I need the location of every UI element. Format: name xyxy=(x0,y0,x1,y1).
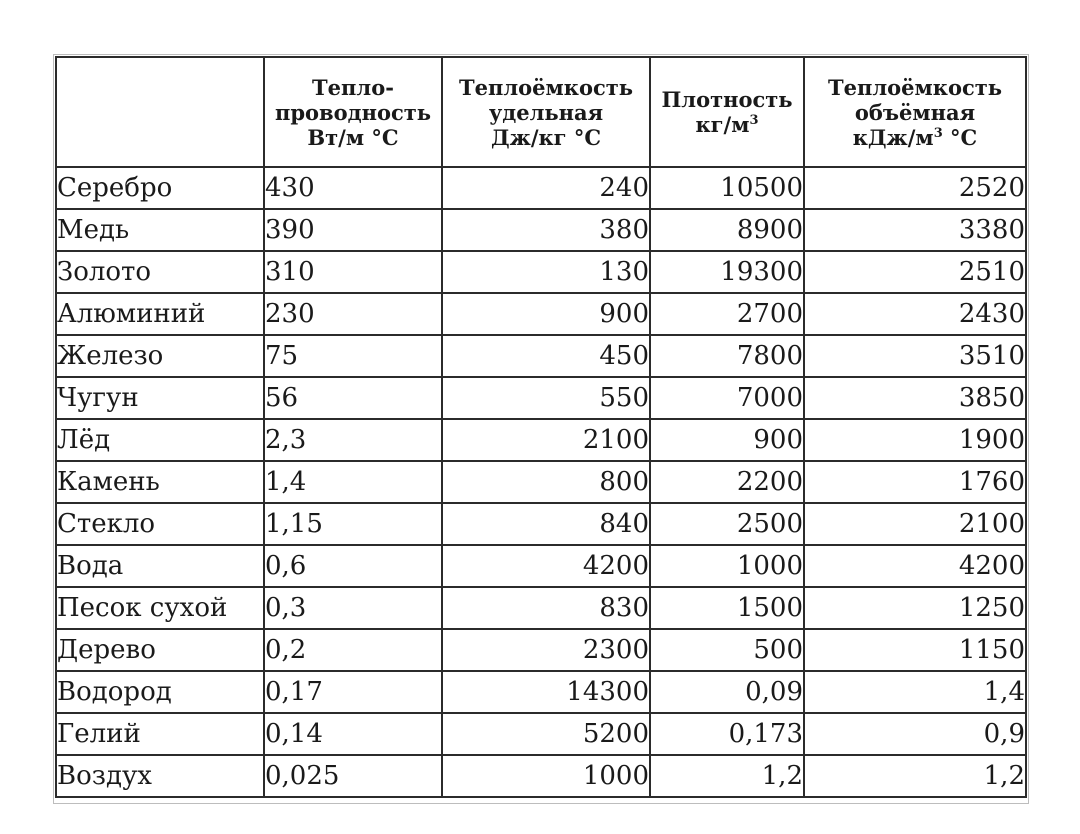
header-row xyxy=(56,57,1026,167)
table-row xyxy=(56,167,1026,209)
table-row xyxy=(56,209,1026,251)
table-row xyxy=(56,251,1026,293)
specific-heat-value: 2100 xyxy=(442,419,650,461)
volumetric-heat-value: 2510 xyxy=(804,251,1026,293)
volumetric-heat-value: 3510 xyxy=(804,335,1026,377)
volumetric-heat-value: 2520 xyxy=(804,167,1026,209)
unit-exponent: 3 xyxy=(749,113,759,128)
density-value: 2200 xyxy=(650,461,804,503)
volumetric-heat-value: 1,4 xyxy=(804,671,1026,713)
table-row xyxy=(56,461,1026,503)
density-value: 7000 xyxy=(650,377,804,419)
header-text: Плотность xyxy=(661,87,793,112)
volumetric-heat-value: 3380 xyxy=(804,209,1026,251)
header-unit: Дж/кг °С xyxy=(490,124,602,150)
header-text: объёмная xyxy=(854,99,976,125)
header-unit xyxy=(809,125,1021,150)
volumetric-heat-value: 1900 xyxy=(804,419,1026,461)
material-name: Золото xyxy=(56,251,264,293)
thermal-conductivity-value: 1,15 xyxy=(264,503,442,545)
unit-base: кг/м xyxy=(695,112,750,137)
thermal-conductivity-value: 2,3 xyxy=(264,419,442,461)
density-value: 1,2 xyxy=(650,755,804,797)
thermal-conductivity-value: 0,3 xyxy=(264,587,442,629)
material-name: Чугун xyxy=(56,377,264,419)
header-volumetric-heat xyxy=(804,57,1026,167)
thermal-conductivity-value: 1,4 xyxy=(264,461,442,503)
header-text: Тепло- xyxy=(312,74,394,100)
density-value: 1500 xyxy=(650,587,804,629)
unit-base: кДж/м xyxy=(852,124,934,150)
thermal-conductivity-value: 0,17 xyxy=(264,671,442,713)
material-name: Стекло xyxy=(56,503,264,545)
volumetric-heat-value: 2430 xyxy=(804,293,1026,335)
volumetric-heat-value: 1,2 xyxy=(804,755,1026,797)
density-value: 900 xyxy=(650,419,804,461)
specific-heat-value: 550 xyxy=(442,377,650,419)
material-name: Водород xyxy=(56,671,264,713)
specific-heat-value: 14300 xyxy=(442,671,650,713)
header-thermal-conductivity xyxy=(264,57,442,167)
table-row xyxy=(56,671,1026,713)
density-value: 0,173 xyxy=(650,713,804,755)
material-name: Железо xyxy=(56,335,264,377)
table-row xyxy=(56,587,1026,629)
material-name: Гелий xyxy=(56,713,264,755)
thermal-conductivity-value: 230 xyxy=(264,293,442,335)
material-name: Дерево xyxy=(56,629,264,671)
volumetric-heat-value: 4200 xyxy=(804,545,1026,587)
specific-heat-value: 4200 xyxy=(442,545,650,587)
specific-heat-value: 240 xyxy=(442,167,650,209)
thermal-conductivity-value: 310 xyxy=(264,251,442,293)
header-specific-heat xyxy=(442,57,650,167)
thermal-conductivity-value: 0,2 xyxy=(264,629,442,671)
volumetric-heat-value: 1250 xyxy=(804,587,1026,629)
specific-heat-value: 130 xyxy=(442,251,650,293)
density-value: 19300 xyxy=(650,251,804,293)
table-row xyxy=(56,377,1026,419)
thermal-conductivity-value: 0,6 xyxy=(264,545,442,587)
volumetric-heat-value: 1150 xyxy=(804,629,1026,671)
header-text: Теплоёмкость xyxy=(828,74,1002,100)
volumetric-heat-value: 2100 xyxy=(804,503,1026,545)
table-row xyxy=(56,503,1026,545)
material-name: Алюминий xyxy=(56,293,264,335)
volumetric-heat-value: 3850 xyxy=(804,377,1026,419)
thermal-conductivity-value: 390 xyxy=(264,209,442,251)
thermal-conductivity-value: 430 xyxy=(264,167,442,209)
material-name: Воздух xyxy=(56,755,264,797)
table-row xyxy=(56,755,1026,797)
table-body xyxy=(56,167,1026,797)
density-value: 8900 xyxy=(650,209,804,251)
density-value: 7800 xyxy=(650,335,804,377)
density-value: 1000 xyxy=(650,545,804,587)
specific-heat-value: 2300 xyxy=(442,629,650,671)
specific-heat-value: 450 xyxy=(442,335,650,377)
table-row xyxy=(56,545,1026,587)
header-corner-cell xyxy=(56,57,264,167)
density-value: 2700 xyxy=(650,293,804,335)
material-name: Песок сухой xyxy=(56,587,264,629)
specific-heat-value: 840 xyxy=(442,503,650,545)
material-name: Серебро xyxy=(56,167,264,209)
specific-heat-value: 5200 xyxy=(442,713,650,755)
header-unit xyxy=(655,112,799,137)
material-name: Лёд xyxy=(56,419,264,461)
unit-exponent: 3 xyxy=(933,125,943,141)
specific-heat-value: 380 xyxy=(442,209,650,251)
table-row xyxy=(56,335,1026,377)
material-name: Вода xyxy=(56,545,264,587)
material-name: Камень xyxy=(56,461,264,503)
thermal-conductivity-value: 0,025 xyxy=(264,755,442,797)
header-unit: Вт/м °С xyxy=(307,124,399,150)
volumetric-heat-value: 1760 xyxy=(804,461,1026,503)
density-value: 2500 xyxy=(650,503,804,545)
material-name: Медь xyxy=(56,209,264,251)
specific-heat-value: 1000 xyxy=(442,755,650,797)
specific-heat-value: 800 xyxy=(442,461,650,503)
material-properties-table xyxy=(55,56,1027,798)
table-row xyxy=(56,293,1026,335)
specific-heat-value: 830 xyxy=(442,587,650,629)
volumetric-heat-value: 0,9 xyxy=(804,713,1026,755)
thermal-conductivity-value: 0,14 xyxy=(264,713,442,755)
thermal-conductivity-value: 56 xyxy=(264,377,442,419)
table-row xyxy=(56,419,1026,461)
header-text: удельная xyxy=(488,99,604,125)
table-row xyxy=(56,713,1026,755)
header-text: Теплоёмкость xyxy=(459,74,633,100)
density-value: 10500 xyxy=(650,167,804,209)
table-row xyxy=(56,629,1026,671)
header-density xyxy=(650,57,804,167)
unit-suffix: °С xyxy=(942,124,978,150)
density-value: 0,09 xyxy=(650,671,804,713)
header-text: проводность xyxy=(274,99,432,125)
specific-heat-value: 900 xyxy=(442,293,650,335)
density-value: 500 xyxy=(650,629,804,671)
thermal-conductivity-value: 75 xyxy=(264,335,442,377)
